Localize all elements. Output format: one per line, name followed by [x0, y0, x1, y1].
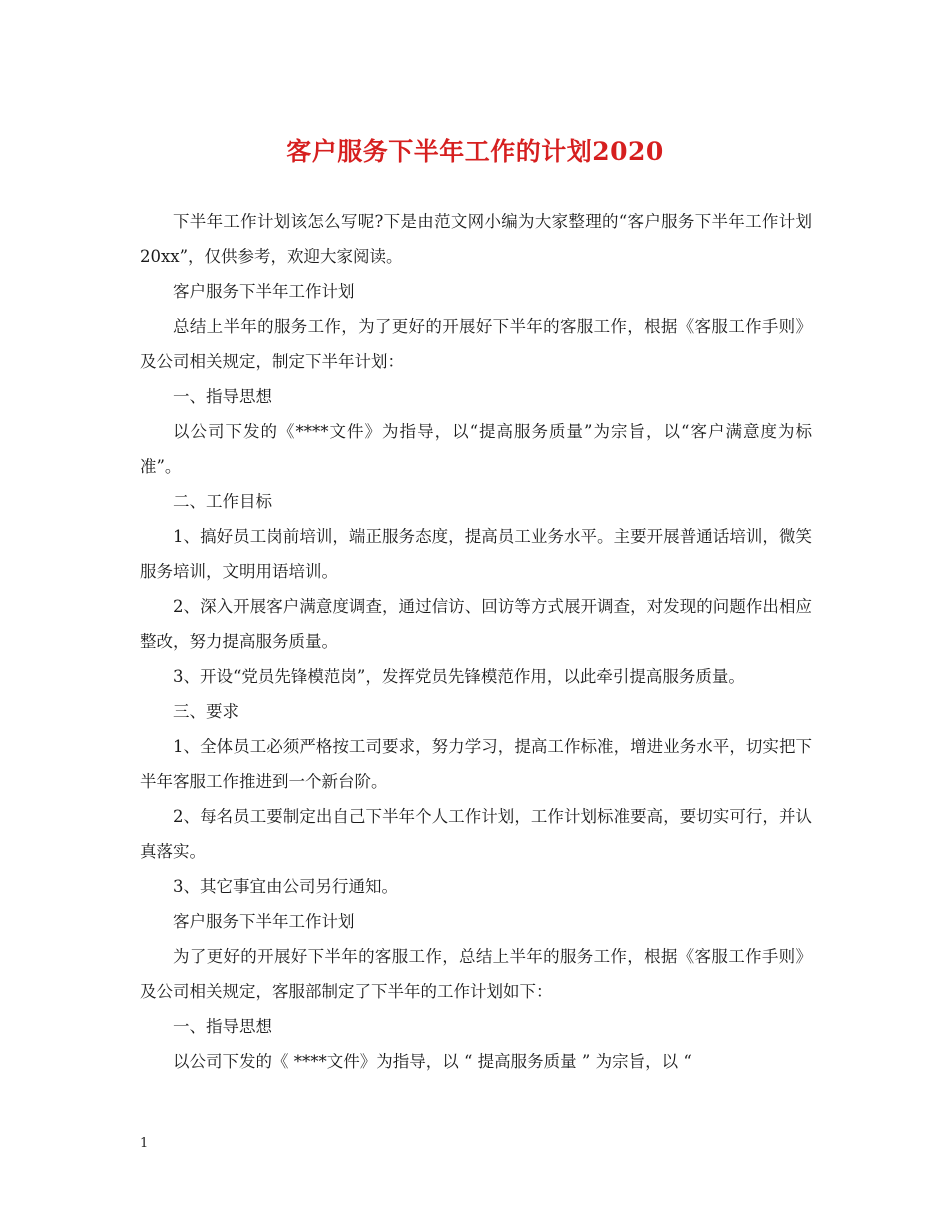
section-heading: 客户服务下半年工作计划 [173, 912, 355, 931]
document-body [140, 204, 812, 1079]
body-paragraph: 以公司下发的《****文件》为指导，以“提高服务质量”为宗旨，以“客户满意度为标准”。 [140, 422, 812, 476]
section-heading: 一、指导思想 [173, 1017, 272, 1036]
section-heading: 客户服务下半年工作计划 [173, 282, 355, 301]
intro-paragraph: 下半年工作计划该怎么写呢?下是由范文网小编为大家整理的“客户服务下半年工作计划20xx”，仅供参考，欢迎大家阅读。 [140, 212, 812, 266]
list-item: 3、开设“党员先锋模范岗”，发挥党员先锋模范作用，以此牵引提高服务质量。 [173, 667, 745, 686]
list-item: 1、全体员工必须严格按工司要求，努力学习，提高工作标准，增进业务水平，切实把下半年客服工作推进到一个新台阶。 [140, 737, 812, 791]
list-item: 3、其它事宜由公司另行通知。 [173, 877, 398, 896]
document-title: 客户服务下半年工作的计划2020 [286, 137, 664, 166]
body-paragraph: 为了更好的开展好下半年的客服工作，总结上半年的服务工作，根据《客服工作手则》及公司相关规定，客服部制定了下半年的工作计划如下： [140, 947, 812, 1001]
section-heading: 三、要求 [173, 702, 239, 721]
list-item: 2、深入开展客户满意度调查，通过信访、回访等方式展开调查，对发现的问题作出相应整改，努力提高服务质量。 [140, 597, 812, 651]
section-heading: 一、指导思想 [173, 387, 272, 406]
list-item: 2、每名员工要制定出自己下半年个人工作计划，工作计划标准要高，要切实可行，并认真落实。 [140, 807, 812, 861]
list-item: 1、搞好员工岗前培训，端正服务态度，提高员工业务水平。主要开展普通话培训，微笑服务培训，文明用语培训。 [140, 527, 812, 581]
body-paragraph: 以公司下发的《 ****文件》为指导，以 “ 提高服务质量 ” 为宗旨，以 “ [173, 1052, 692, 1071]
body-paragraph: 总结上半年的服务工作，为了更好的开展好下半年的客服工作，根据《客服工作手则》及公司相关规定，制定下半年计划： [140, 317, 812, 371]
page-number: 1 [140, 1136, 149, 1151]
section-heading: 二、工作目标 [173, 492, 272, 511]
